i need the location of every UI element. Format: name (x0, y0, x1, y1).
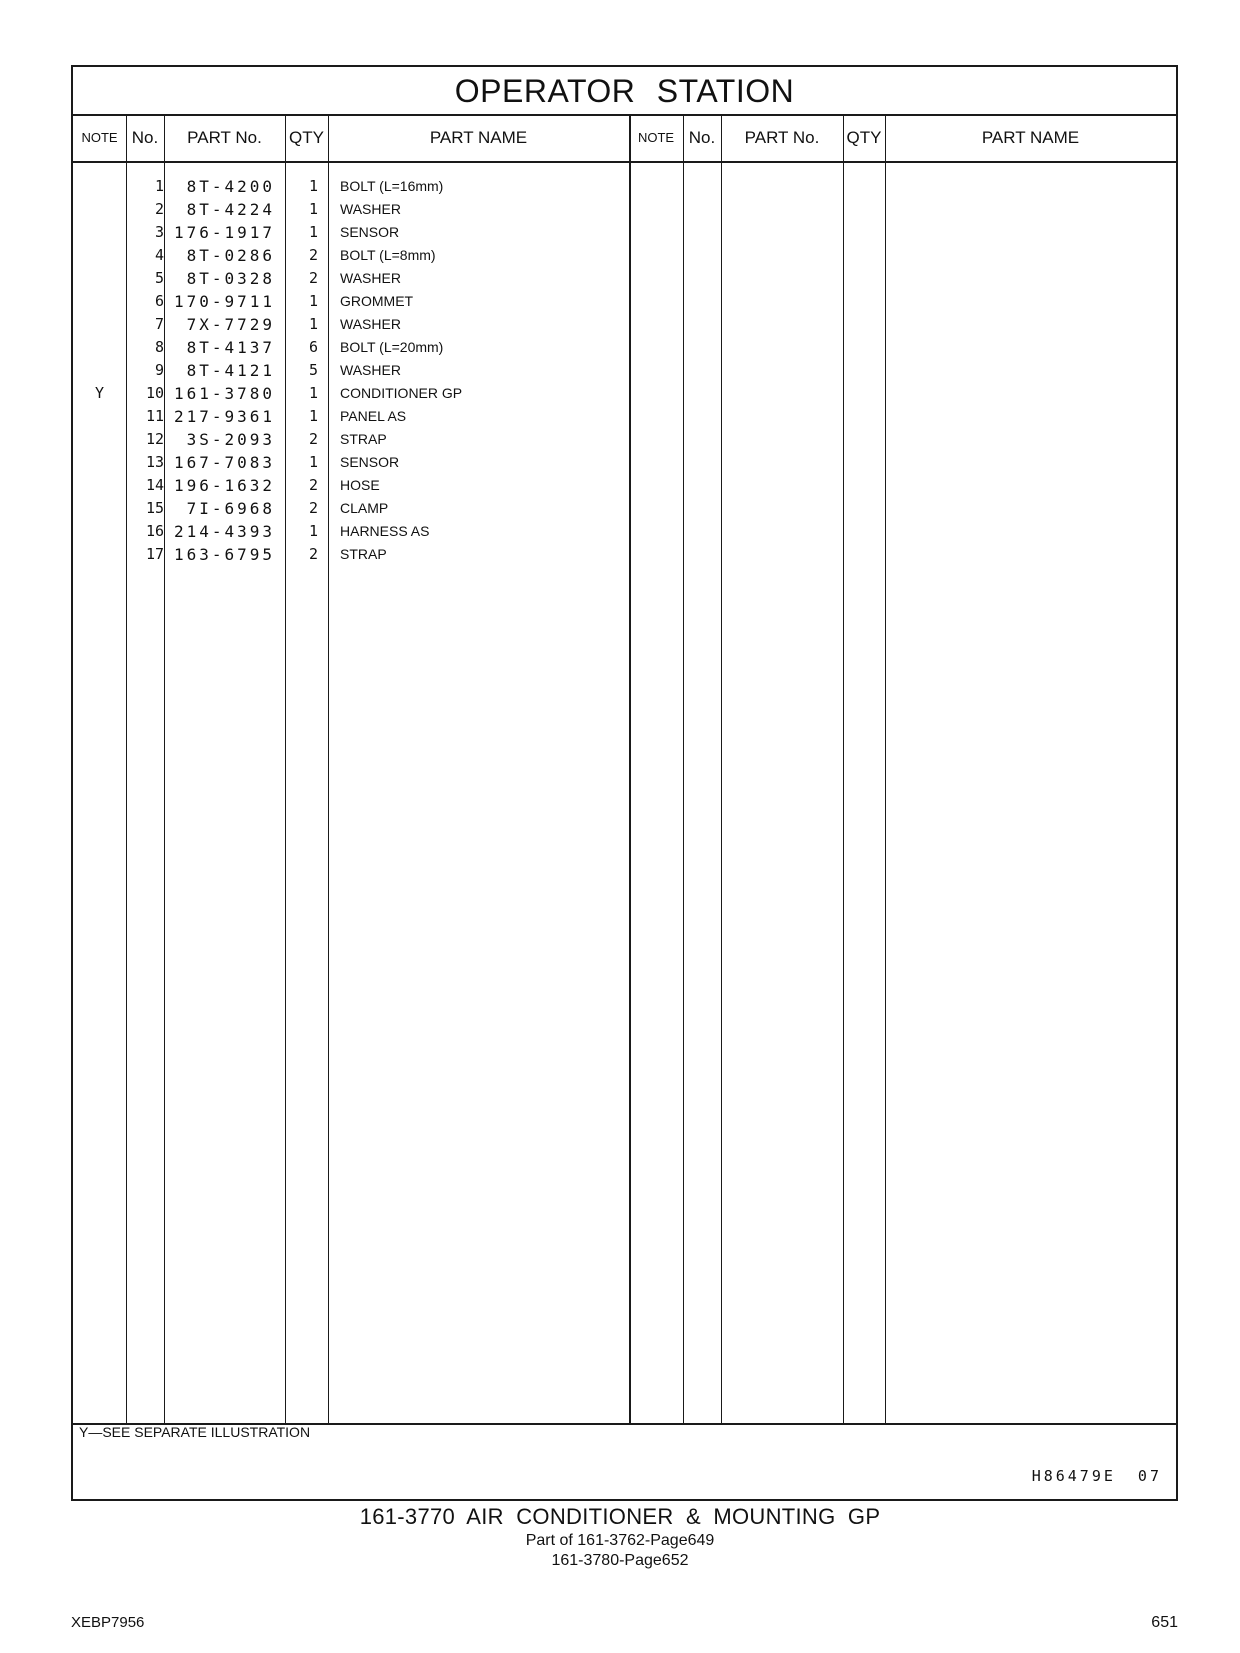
row-part-name: BOLT (L=20mm) (340, 339, 444, 355)
row-note (73, 244, 126, 267)
col-divider (721, 114, 722, 1423)
row-part-name: PANEL AS (340, 408, 407, 424)
row-note (73, 267, 126, 290)
row-qty: 6 (308, 338, 318, 356)
row-no: 9 (154, 361, 164, 379)
row-qty: 2 (308, 430, 318, 448)
group-title: 161-3770 AIR CONDITIONER & MOUNTING GP (359, 1504, 881, 1529)
row-part-no: 214-4393 (173, 522, 275, 541)
row-part-no: 7X-7729 (186, 315, 275, 334)
row-note (73, 497, 126, 520)
row-part-name: GROMMET (340, 293, 414, 309)
row-qty: 1 (308, 292, 318, 310)
header-divider (73, 161, 1176, 163)
row-part-name: SENSOR (340, 454, 400, 470)
row-no: 14 (145, 476, 164, 494)
row-note (73, 175, 126, 198)
row-no: 11 (145, 407, 164, 425)
table-row (73, 175, 629, 198)
row-no: 2 (154, 200, 164, 218)
row-no: 8 (154, 338, 164, 356)
group-reference: 161-3780-Page652 (551, 1552, 689, 1569)
row-note (73, 428, 126, 451)
table-row (73, 497, 629, 520)
table-row (73, 543, 629, 566)
row-no: 17 (145, 545, 164, 563)
row-no: 7 (154, 315, 164, 333)
row-note (73, 359, 126, 382)
row-part-no: 8T-4137 (186, 338, 275, 357)
row-part-name: CONDITIONER GP (340, 385, 463, 401)
row-part-no: 217-9361 (173, 407, 275, 426)
row-qty: 2 (308, 499, 318, 517)
row-qty: 1 (308, 200, 318, 218)
header-qty-right: QTY (846, 128, 882, 147)
row-part-no: 3S-2093 (186, 430, 275, 449)
header-qty: QTY (289, 128, 324, 147)
row-qty: 1 (308, 522, 318, 540)
row-part-no: 8T-4224 (186, 200, 275, 219)
header-note-right: NOTE (637, 130, 675, 145)
row-qty: 2 (308, 476, 318, 494)
row-note (73, 451, 126, 474)
header-part-no-right: PART No. (744, 128, 820, 147)
illustration-code: H86479E 07 (1031, 1467, 1162, 1485)
table-row (73, 520, 629, 543)
table-row (73, 474, 629, 497)
row-part-no: 161-3780 (173, 384, 275, 403)
row-note (73, 336, 126, 359)
row-note (73, 198, 126, 221)
row-note (73, 520, 126, 543)
header-part-name-right: PART NAME (981, 128, 1080, 147)
footnote: Y—SEE SEPARATE ILLUSTRATION (79, 1424, 311, 1440)
col-divider (683, 114, 684, 1423)
row-qty: 2 (308, 269, 318, 287)
row-part-name: BOLT (L=16mm) (340, 178, 444, 194)
row-part-no: 176-1917 (173, 223, 275, 242)
row-no: 15 (145, 499, 164, 517)
row-no: 6 (154, 292, 164, 310)
row-note (73, 474, 126, 497)
row-part-no: 8T-0328 (186, 269, 275, 288)
document-id: XEBP7956 (71, 1614, 145, 1631)
row-part-name: WASHER (340, 362, 401, 378)
row-no: 12 (145, 430, 164, 448)
section-title: OPERATOR STATION (454, 73, 795, 109)
row-qty: 2 (308, 545, 318, 563)
row-note (73, 290, 126, 313)
row-qty: 2 (308, 246, 318, 264)
header-no-right: No. (688, 128, 716, 147)
col-divider-center (629, 114, 631, 1423)
table-row (73, 290, 629, 313)
header-part-no: PART No. (187, 128, 262, 147)
row-part-no: 8T-4200 (186, 177, 275, 196)
table-row (73, 198, 629, 221)
row-qty: 1 (308, 407, 318, 425)
table-row (73, 267, 629, 290)
table-row (73, 359, 629, 382)
row-qty: 1 (308, 315, 318, 333)
table-row (73, 428, 629, 451)
row-qty: 1 (308, 223, 318, 241)
row-qty: 5 (308, 361, 318, 379)
row-part-no: 163-6795 (173, 545, 275, 564)
table-row (73, 382, 629, 405)
table-row (73, 336, 629, 359)
row-part-no: 170-9711 (173, 292, 275, 311)
row-part-name: STRAP (340, 431, 387, 447)
table-row (73, 221, 629, 244)
header-note: NOTE (81, 130, 118, 145)
row-qty: 1 (308, 177, 318, 195)
header-no: No. (131, 128, 159, 147)
row-part-no: 7I-6968 (186, 499, 275, 518)
row-part-name: HOSE (340, 477, 380, 493)
row-part-name: BOLT (L=8mm) (340, 247, 436, 263)
row-part-name: WASHER (340, 270, 401, 286)
table-row (73, 451, 629, 474)
row-qty: 1 (308, 384, 318, 402)
row-no: 16 (145, 522, 164, 540)
row-note (73, 313, 126, 336)
col-divider (843, 114, 844, 1423)
table-row (73, 313, 629, 336)
table-row (73, 405, 629, 428)
page-number: 651 (1151, 1614, 1178, 1631)
row-no: 5 (154, 269, 164, 287)
row-part-name: CLAMP (340, 500, 389, 516)
row-part-no: 196-1632 (173, 476, 275, 495)
row-part-no: 8T-0286 (186, 246, 275, 265)
row-part-name: WASHER (340, 316, 401, 332)
row-no: 13 (145, 453, 164, 471)
header-part-name: PART NAME (429, 128, 528, 147)
row-part-name: WASHER (340, 201, 401, 217)
row-part-no: 8T-4121 (186, 361, 275, 380)
row-no: 1 (154, 177, 164, 195)
group-reference: Part of 161-3762-Page649 (525, 1532, 715, 1549)
row-part-name: HARNESS AS (340, 523, 430, 539)
row-note: Y (94, 384, 105, 402)
row-note (73, 405, 126, 428)
row-no: 10 (145, 384, 164, 402)
row-note (73, 221, 126, 244)
row-qty: 1 (308, 453, 318, 471)
row-part-name: STRAP (340, 546, 387, 562)
row-part-no: 167-7083 (173, 453, 275, 472)
row-no: 3 (154, 223, 164, 241)
row-no: 4 (154, 246, 164, 264)
row-note (73, 543, 126, 566)
col-divider (885, 114, 886, 1423)
row-part-name: SENSOR (340, 224, 400, 240)
table-row (73, 244, 629, 267)
parts-table-frame (71, 65, 1178, 1501)
